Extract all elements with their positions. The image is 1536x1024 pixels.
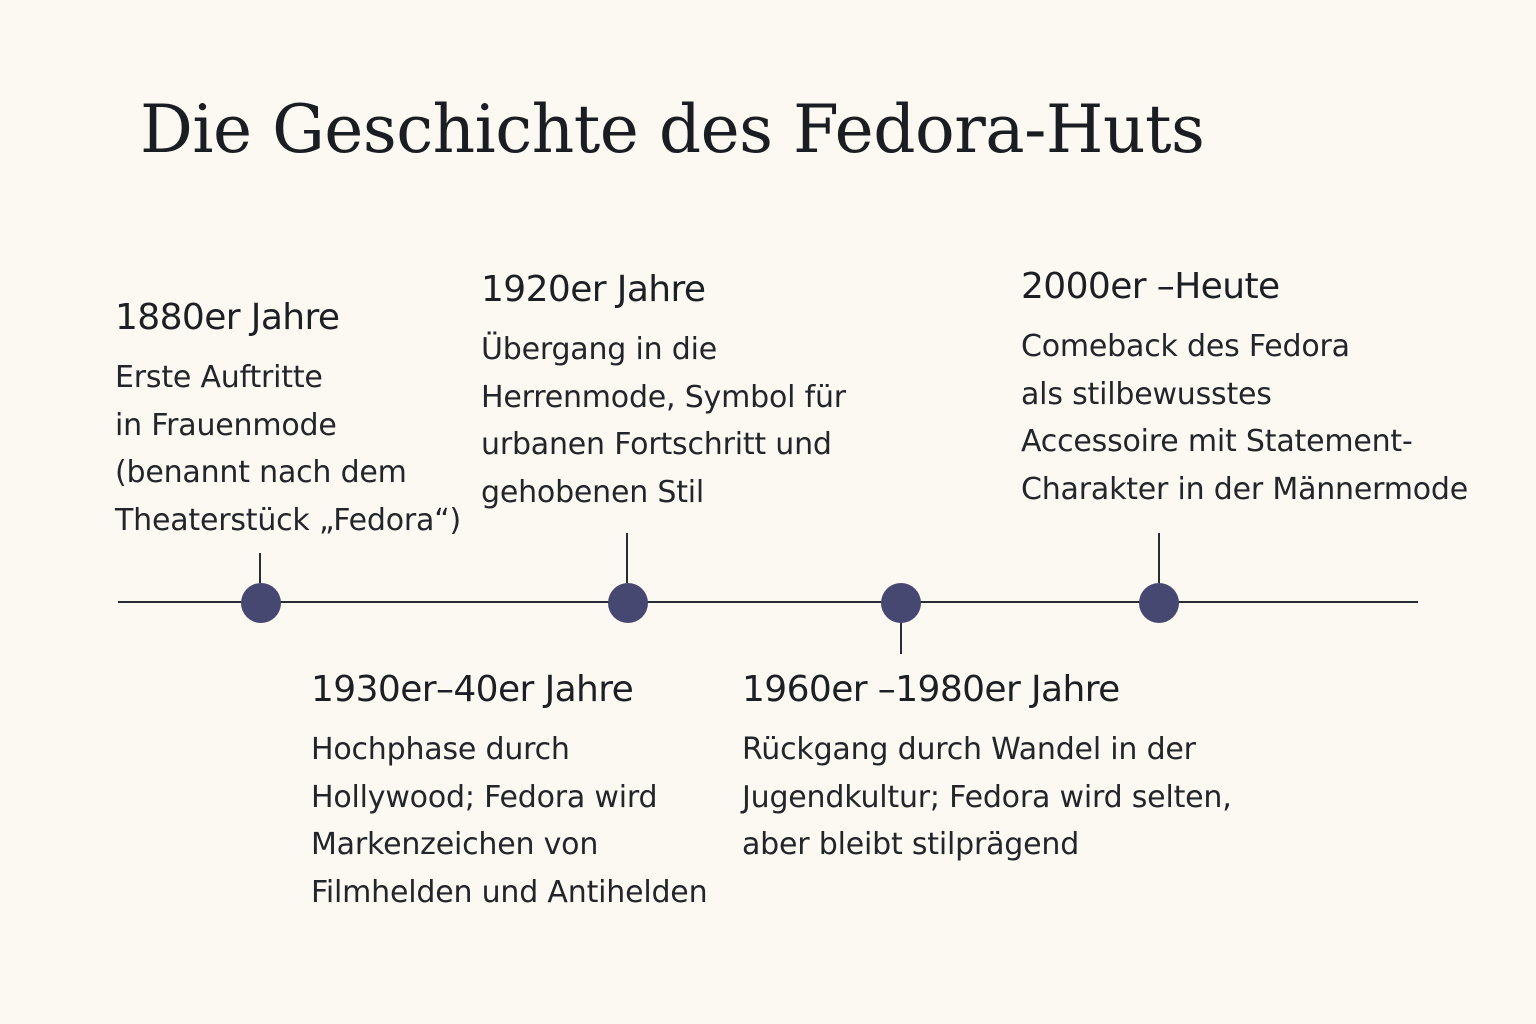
event-description: Hochphase durch Hollywood; Fedora wird Markenzeichen von Filmhelden und Antihelden — [311, 732, 708, 910]
event-description: Übergang in die Herrenmode, Symbol für urbanen Fortschritt und gehobenen Stil — [481, 332, 846, 510]
timeline-event-1960 — [742, 668, 1232, 869]
timeline-event-2000 — [1021, 265, 1468, 513]
timeline-connector-2000 — [1158, 533, 1160, 583]
timeline-connector-1930 — [900, 620, 902, 654]
event-description: Rückgang durch Wandel in der Jugendkultur; Fedora wird selten, aber bleibt stilprägend — [742, 732, 1232, 862]
timeline-connector-1920 — [626, 533, 628, 583]
timeline-axis — [118, 601, 1418, 603]
timeline-connector-1880 — [259, 553, 261, 583]
timeline-event-1880 — [115, 296, 461, 544]
event-description: Erste Auftritte in Frauenmode (benannt nach dem Theaterstück „Fedora“) — [115, 360, 462, 538]
event-era: 1960er –1980er Jahre — [742, 669, 1120, 710]
page-title: Die Geschichte des Fedora-Huts — [140, 91, 1205, 168]
timeline-event-1920 — [481, 268, 846, 516]
event-era: 2000er –Heute — [1021, 266, 1280, 307]
event-era: 1880er Jahre — [115, 297, 340, 338]
timeline-event-1930 — [311, 668, 707, 916]
timeline-marker-1880 — [241, 583, 281, 623]
timeline-marker-2000 — [1139, 583, 1179, 623]
event-era: 1930er–40er Jahre — [311, 669, 634, 710]
event-description: Comeback des Fedora als stilbewusstes Accessoire mit Statement- Charakter in der Männermode — [1021, 329, 1469, 507]
timeline-marker-1920 — [608, 583, 648, 623]
timeline-marker-1930 — [881, 583, 921, 623]
event-era: 1920er Jahre — [481, 269, 706, 310]
